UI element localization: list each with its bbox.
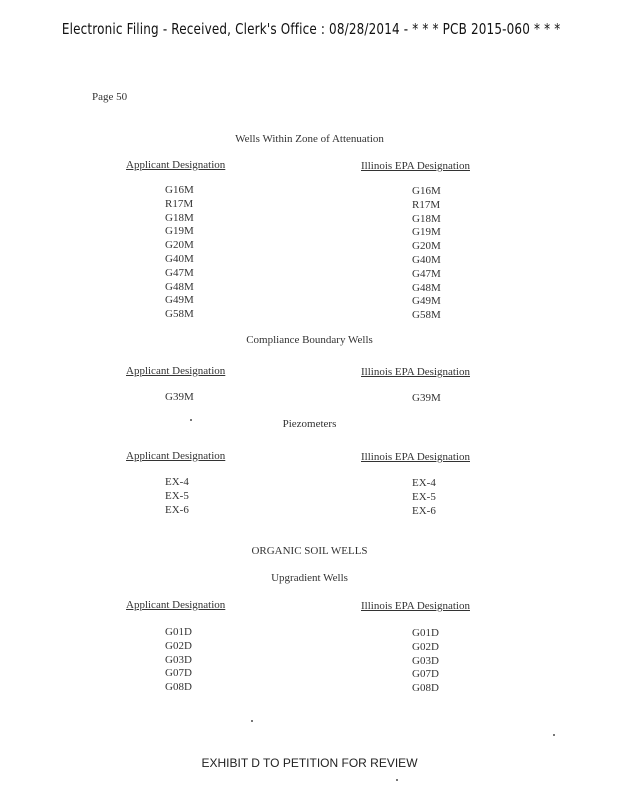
well-id: G07D xyxy=(412,668,439,681)
well-id: G03D xyxy=(412,654,439,667)
well-id: EX-4 xyxy=(412,477,436,489)
zone-epa-heading: Illinois EPA Designation xyxy=(361,160,470,172)
upgradient-applicant-list xyxy=(165,626,192,695)
upgradient-applicant-heading: Applicant Designation xyxy=(126,599,226,611)
well-id: G40M xyxy=(412,253,441,266)
well-id: G39M xyxy=(165,391,194,403)
compliance-epa-heading: Illinois EPA Designation xyxy=(361,366,470,378)
scan-speck xyxy=(553,734,555,736)
upgradient-epa-list xyxy=(412,627,439,696)
well-id: G49M xyxy=(412,295,441,308)
well-id: EX-4 xyxy=(165,476,189,488)
well-id: EX-5 xyxy=(165,489,189,502)
well-id: G03D xyxy=(165,653,192,666)
well-id: G47M xyxy=(412,267,441,280)
well-id: G58M xyxy=(165,308,194,321)
well-id: G20M xyxy=(165,239,194,252)
scan-speck xyxy=(251,720,253,722)
well-id: G58M xyxy=(412,309,441,322)
well-id: G07D xyxy=(165,667,192,680)
well-id: EX-6 xyxy=(165,503,189,516)
well-id: G16M xyxy=(412,185,441,197)
upgradient-section-title: Upgradient Wells xyxy=(271,572,348,584)
well-id: G01D xyxy=(165,626,192,638)
well-id: G08D xyxy=(412,682,439,695)
compliance-section-title: Compliance Boundary Wells xyxy=(246,334,373,346)
piezometers-section-title: Piezometers xyxy=(282,418,337,430)
well-id: G49M xyxy=(165,294,194,307)
zone-applicant-list xyxy=(165,184,194,322)
well-id: G47M xyxy=(165,266,194,279)
organic-section-title: ORGANIC SOIL WELLS xyxy=(251,545,368,557)
exhibit-footer: EXHIBIT D TO PETITION FOR REVIEW xyxy=(201,756,418,770)
well-id: R17M xyxy=(412,198,441,211)
scan-speck xyxy=(396,779,398,781)
well-id: G02D xyxy=(412,640,439,653)
well-id: G18M xyxy=(412,212,441,225)
piezometers-applicant-heading: Applicant Designation xyxy=(126,450,226,462)
compliance-applicant-heading: Applicant Designation xyxy=(126,365,226,377)
filing-header: Electronic Filing - Received, Clerk's Office : 08/28/2014 - * * * PCB 2015-060 * * * xyxy=(61,20,561,38)
well-id: G48M xyxy=(412,281,441,294)
well-id: G40M xyxy=(165,252,194,265)
well-id: G18M xyxy=(165,211,194,224)
page-number: Page 50 xyxy=(92,91,128,103)
well-id: G08D xyxy=(165,681,192,694)
upgradient-epa-heading: Illinois EPA Designation xyxy=(361,600,470,612)
zone-epa-list xyxy=(412,185,441,323)
zone-applicant-heading: Applicant Designation xyxy=(126,159,226,171)
well-id: G02D xyxy=(165,639,192,652)
compliance-applicant-list xyxy=(165,391,194,405)
well-id: G16M xyxy=(165,184,194,196)
scan-speck xyxy=(190,419,192,421)
well-id: G39M xyxy=(412,392,441,404)
piezometers-epa-heading: Illinois EPA Designation xyxy=(361,451,470,463)
well-id: EX-6 xyxy=(412,504,436,517)
piezometers-epa-list xyxy=(412,477,436,518)
piezometers-applicant-list xyxy=(165,476,189,517)
well-id: G01D xyxy=(412,627,439,639)
well-id: R17M xyxy=(165,197,194,210)
well-id: EX-5 xyxy=(412,490,436,503)
zone-section-title: Wells Within Zone of Attenuation xyxy=(235,133,384,145)
well-id: G20M xyxy=(412,240,441,253)
well-id: G48M xyxy=(165,280,194,293)
compliance-epa-list xyxy=(412,392,441,406)
well-id: G19M xyxy=(165,225,194,238)
well-id: G19M xyxy=(412,226,441,239)
